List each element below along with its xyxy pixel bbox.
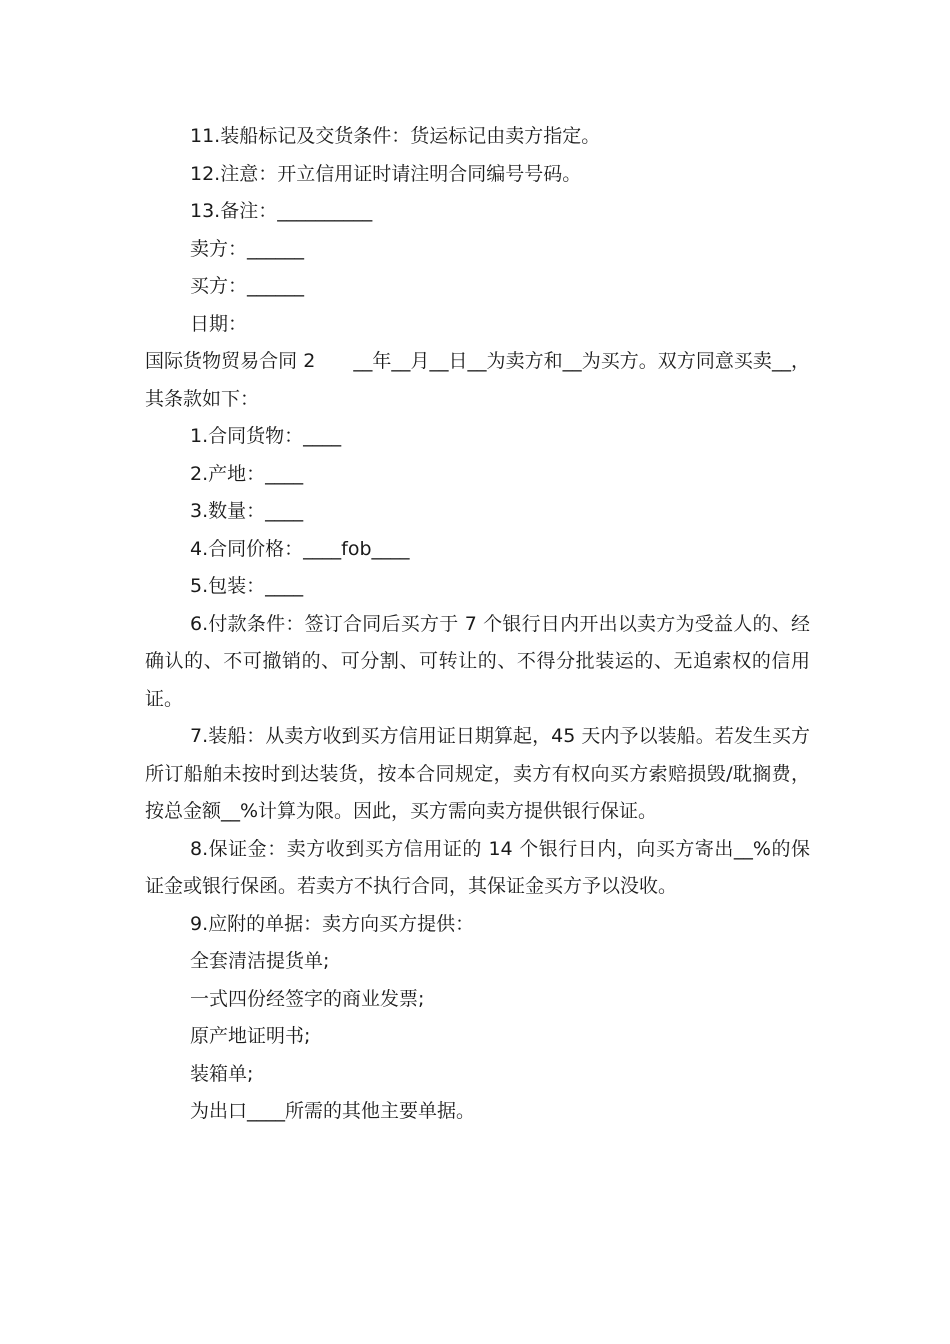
doc-item-bill-of-lading: 全套清洁提货单; — [190, 950, 330, 972]
clause-note: 12.注意：开立信用证时请注明合同编号号码。 — [190, 162, 582, 185]
doc-item-other-docs: 为出口____所需的其他主要单据。 — [190, 1100, 476, 1122]
contract-intro — [145, 343, 810, 418]
seller-signature-line: 卖方：______ — [190, 237, 305, 260]
contract-title: 国际货物贸易合同 2 — [145, 350, 316, 372]
clause-origin: 2.产地：____ — [190, 462, 304, 485]
clause-shipment: 7.装船：从卖方收到买方信用证日期算起，45 天内予以装船。若发生买方所订船舶未按时到达装货，按本合同规定，卖方有权向买方索赔损毁/耽搁费，按总金额__%计算为限。因此，买方需向卖方提供银行保证。 — [145, 725, 810, 822]
doc-item-certificate-of-origin: 原产地证明书; — [190, 1025, 311, 1047]
contract-intro-text: __年__月__日__为卖方和__为买方。双方同意买卖__，其条款如下： — [145, 350, 810, 410]
clause-goods: 1.合同货物：____ — [190, 425, 342, 447]
doc-item-invoice: 一式四份经签字的商业发票; — [190, 987, 425, 1010]
clause-price: 4.合同价格：____fob____ — [190, 537, 410, 560]
clause-documents: 9.应附的单据：卖方向买方提供： — [190, 912, 475, 935]
doc-item-packing-list: 装箱单; — [190, 1062, 254, 1085]
clause-payment: 6.付款条件：签订合同后买方于 7 个银行日内开出以卖方为受益人的、经确认的、不可撤销的、可分割、可转让的、不得分批装运的、无追索权的信用证。 — [145, 612, 810, 710]
document-body — [145, 118, 810, 1131]
clause-quantity: 3.数量：____ — [190, 500, 304, 522]
clause-remarks: 13.备注：__________ — [190, 200, 373, 222]
clause-deposit: 8.保证金：卖方收到买方信用证的 14 个银行日内，向买方寄出__%的保证金或银行保函。若卖方不执行合同，其保证金买方予以没收。 — [145, 837, 810, 897]
date-line: 日期： — [190, 312, 248, 335]
clause-shipping-marks: 11.装船标记及交货条件：货运标记由卖方指定。 — [190, 125, 601, 147]
clause-packing: 5.包装：____ — [190, 575, 304, 597]
buyer-signature-line: 买方：______ — [190, 275, 305, 297]
